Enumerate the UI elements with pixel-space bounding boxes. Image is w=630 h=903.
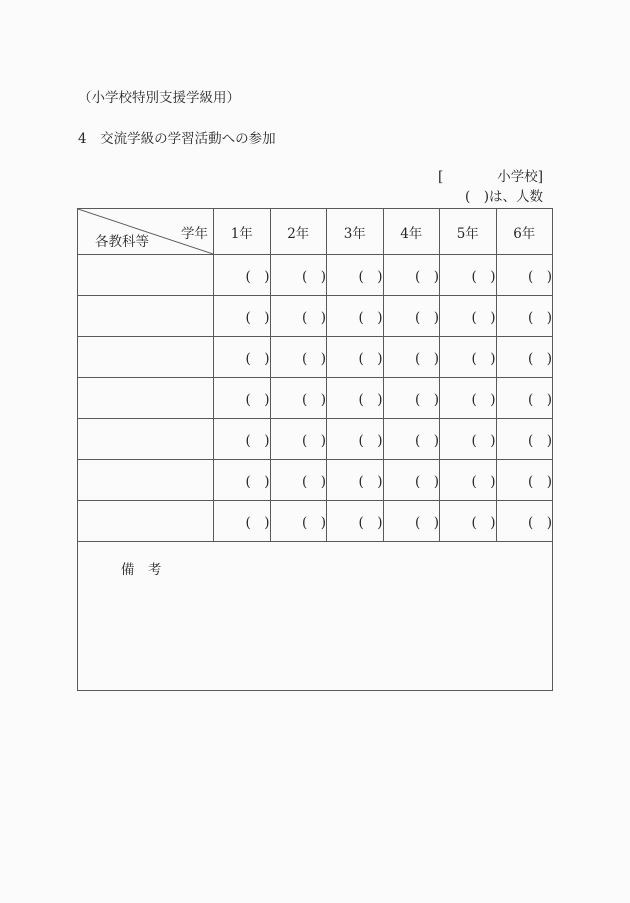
count-cell: ( )	[327, 378, 384, 419]
remarks-row	[78, 542, 553, 691]
form-type-label: （小学校特別支援学級用）	[78, 90, 240, 106]
year-column-header: 1年	[214, 209, 271, 255]
table-row	[78, 255, 553, 296]
count-cell: ( )	[440, 419, 497, 460]
header-right-block	[438, 168, 543, 207]
count-cell: ( )	[214, 501, 271, 542]
count-cell: ( )	[383, 378, 440, 419]
count-cell: ( )	[327, 501, 384, 542]
count-cell: ( )	[440, 501, 497, 542]
count-cell: ( )	[383, 460, 440, 501]
count-cell: ( )	[214, 378, 271, 419]
count-cell: ( )	[440, 337, 497, 378]
count-cell: ( )	[383, 337, 440, 378]
count-cell: ( )	[270, 255, 327, 296]
count-cell: ( )	[327, 296, 384, 337]
count-cell: ( )	[270, 419, 327, 460]
count-cell: ( )	[214, 419, 271, 460]
count-cell: ( )	[214, 337, 271, 378]
subject-name-cell	[78, 501, 214, 542]
count-cell: ( )	[270, 296, 327, 337]
count-cell: ( )	[496, 255, 553, 296]
remarks-cell	[78, 542, 553, 691]
corner-header-cell	[78, 209, 214, 255]
count-cell: ( )	[327, 337, 384, 378]
year-column-header: 5年	[440, 209, 497, 255]
count-cell: ( )	[440, 296, 497, 337]
count-cell: ( )	[327, 460, 384, 501]
year-column-header: 2年	[270, 209, 327, 255]
count-cell: ( )	[440, 255, 497, 296]
unit-note: ( )は、人数	[464, 188, 543, 205]
count-cell: ( )	[270, 378, 327, 419]
count-cell: ( )	[383, 419, 440, 460]
subject-name-cell	[78, 378, 214, 419]
participation-table	[77, 208, 553, 691]
table-row	[78, 378, 553, 419]
count-cell: ( )	[383, 255, 440, 296]
count-cell: ( )	[496, 419, 553, 460]
count-cell: ( )	[327, 419, 384, 460]
count-cell: ( )	[214, 296, 271, 337]
subject-name-cell	[78, 419, 214, 460]
remarks-label: 備 考	[120, 562, 162, 578]
count-cell: ( )	[270, 460, 327, 501]
count-cell: ( )	[327, 255, 384, 296]
year-column-header: 3年	[327, 209, 384, 255]
count-cell: ( )	[214, 255, 271, 296]
count-cell: ( )	[496, 337, 553, 378]
table-row	[78, 501, 553, 542]
school-name-bracket: [ 小学校]	[437, 169, 543, 185]
section-title: 4 交流学級の学習活動への参加	[78, 131, 276, 147]
count-cell: ( )	[496, 460, 553, 501]
count-cell: ( )	[270, 337, 327, 378]
count-cell: ( )	[383, 501, 440, 542]
year-column-header: 6年	[496, 209, 553, 255]
subject-name-cell	[78, 337, 214, 378]
count-cell: ( )	[383, 296, 440, 337]
table-header-row	[78, 209, 553, 255]
year-column-header: 4年	[383, 209, 440, 255]
count-cell: ( )	[440, 460, 497, 501]
corner-label-subjects: 各教科等	[95, 234, 149, 250]
count-cell: ( )	[496, 296, 553, 337]
count-cell: ( )	[496, 501, 553, 542]
table-row	[78, 419, 553, 460]
table-row	[78, 460, 553, 501]
table-row	[78, 337, 553, 378]
subject-name-cell	[78, 296, 214, 337]
subject-name-cell	[78, 255, 214, 296]
subject-name-cell	[78, 460, 214, 501]
table-row	[78, 296, 553, 337]
count-cell: ( )	[214, 460, 271, 501]
count-cell: ( )	[270, 501, 327, 542]
corner-label-grade: 学年	[181, 226, 208, 242]
count-cell: ( )	[440, 378, 497, 419]
count-cell: ( )	[496, 378, 553, 419]
